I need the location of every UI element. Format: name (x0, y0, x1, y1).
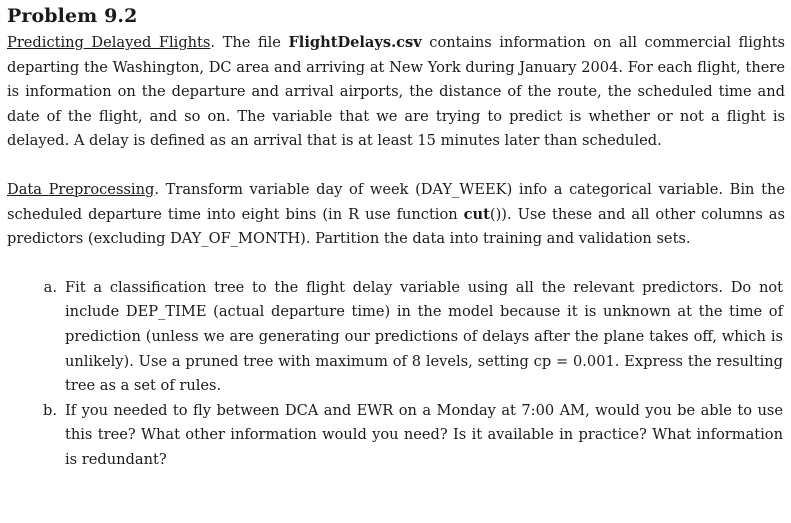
question-item-a (7, 276, 785, 399)
preprocessing-paragraph (7, 178, 785, 252)
intro-heading: Predicting Delayed Flights (7, 34, 211, 51)
question-marker: a. (43, 278, 57, 296)
preprocessing-heading: Data Preprocessing (7, 180, 155, 198)
question-marker: b. (43, 401, 57, 419)
question-text: Fit a classification tree to the flight delay variable using all the relevant predictors. Do not include DEP_TIME (actual departure time) in the model because it is unknown at the time of prediction (unless we are generating our predictions of delays after the plane takes off, which is unlikely). Use a pruned tree with maximum of 8 levels, setting cp = 0.001. Express the resulting tree as a set of rules. (65, 278, 783, 395)
intro-text-1: . The file (210, 34, 289, 51)
spacer (7, 154, 785, 178)
intro-text-2: contains information on all commercial flights departing the Washington, DC area and arriving at New York during January 2004. For each flight, there is information on the departure and arrival airports, the distance of the route, the scheduled time and date of the flight, and so on. The variable that we are trying to predict is whether or not a flight is delayed. A delay is defined as an arrival that is at least 15 minutes later than scheduled. (7, 34, 786, 150)
question-list (7, 276, 785, 473)
preprocessing-text-1: . Transform variable day of week (DAY_WEEK) info a categorical variable. Bin the scheduled departure time into eight bins (in R use function (7, 180, 785, 223)
question-text: If you needed to fly between DCA and EWR on a Monday at 7:00 AM, would you be able to use this tree? What other information would you need? Is it available in practice? What information is redundant? (65, 401, 783, 468)
spacer (7, 252, 785, 276)
function-name: cut (463, 205, 490, 223)
intro-paragraph (7, 31, 785, 154)
file-name: FlightDelays.csv (288, 34, 422, 51)
problem-title: Problem 9.2 (7, 5, 138, 27)
question-item-b (7, 399, 785, 473)
preprocessing-text-2: ()). Use these and all other columns as predictors (excluding DAY_OF_MONTH). Partition the data into training and validation sets. (7, 205, 785, 248)
